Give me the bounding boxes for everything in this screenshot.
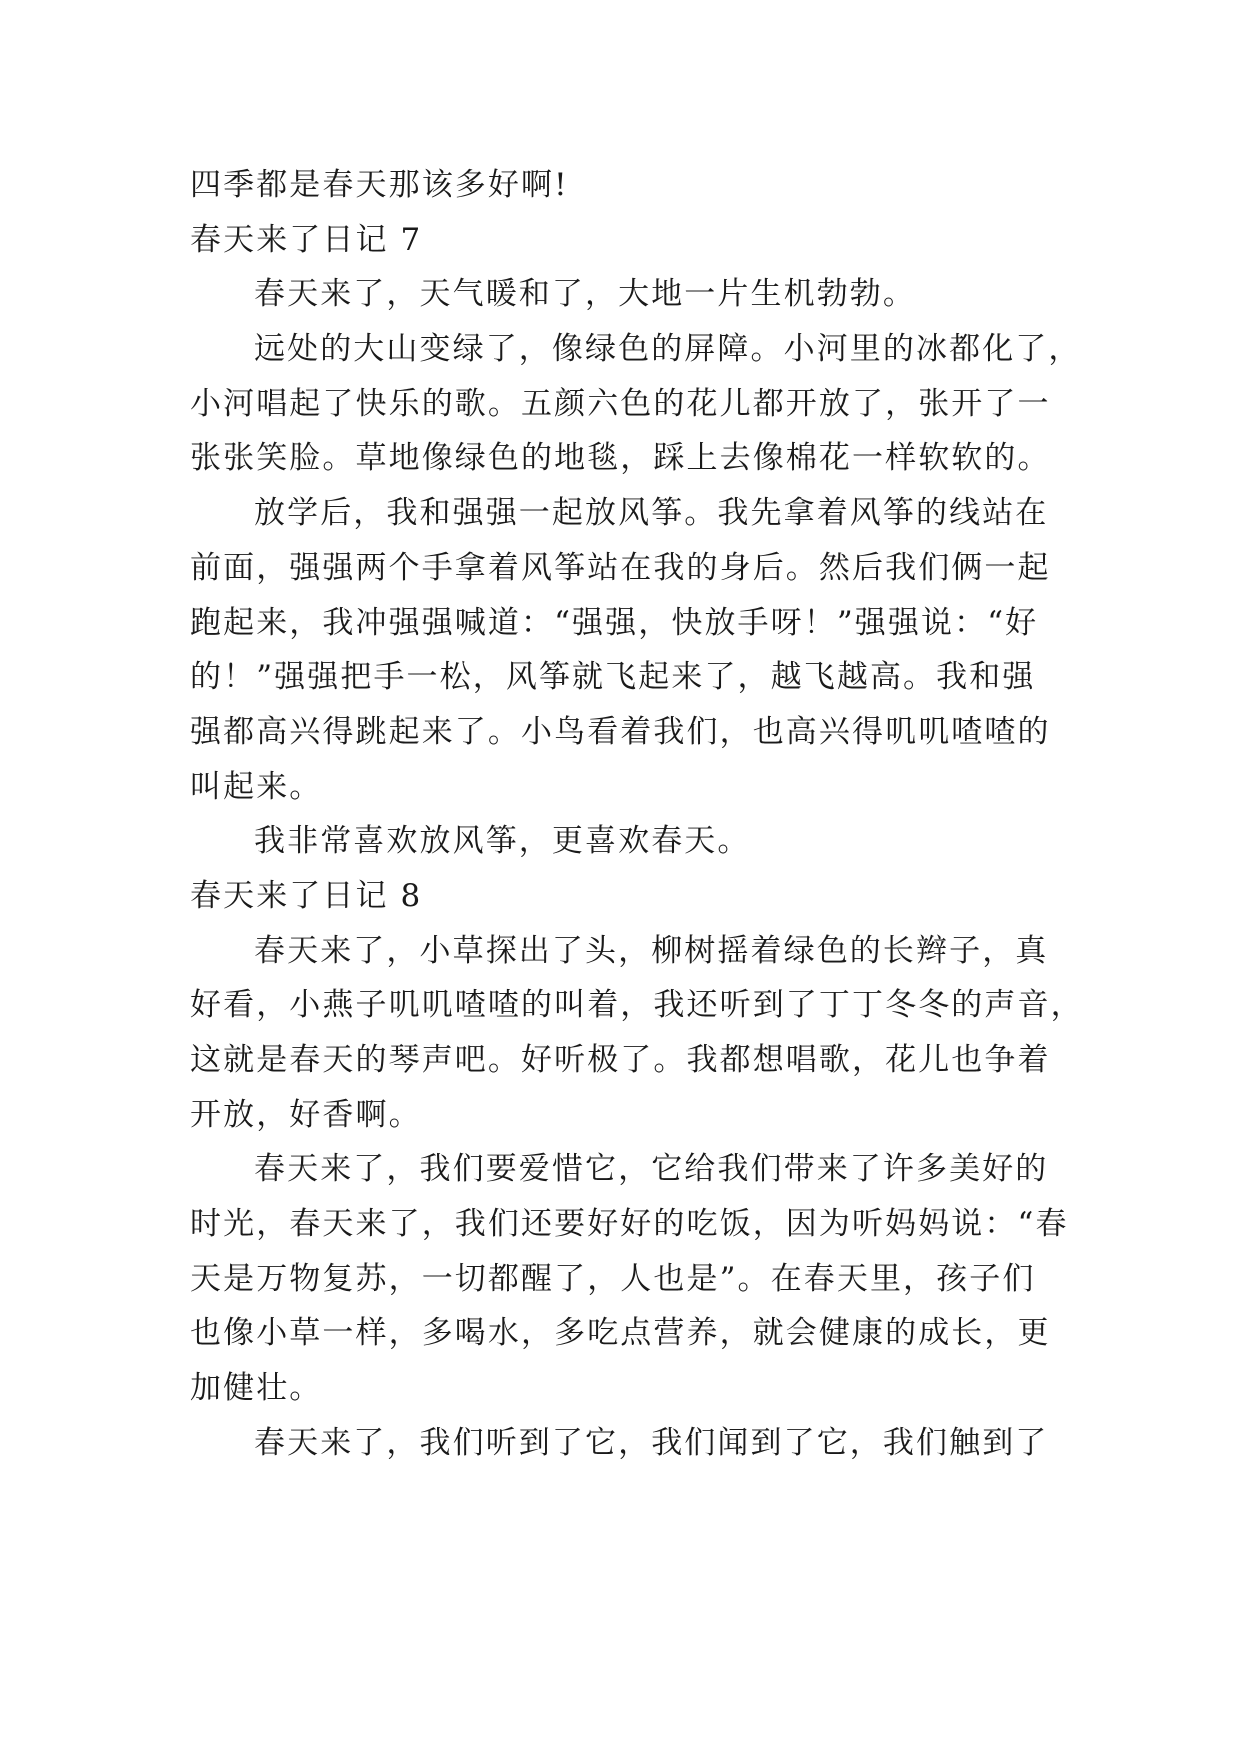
text-line: 四季都是春天那该多好啊! xyxy=(190,167,569,203)
paragraph-line: 天是万物复苏，一切都醒了，人也是”。在春天里，孩子们 xyxy=(190,1260,1036,1297)
paragraph-line: 春天来了，天气暖和了，大地一片生机勃勃。 xyxy=(254,276,916,313)
paragraph-line: 也像小草一样，多喝水，多吃点营养，就会健康的成长，更 xyxy=(190,1315,1051,1352)
paragraph-line: 时光，春天来了，我们还要好好的吃饭，因为听妈妈说：“春 xyxy=(190,1206,1069,1243)
paragraph-line: 春天来了，我们要爱惜它，它给我们带来了许多美好的 xyxy=(254,1151,1049,1188)
paragraph-line: 跑起来，我冲强强喊道：“强强，快放手呀！”强强说：“好 xyxy=(190,604,1039,641)
paragraph-line: 我非常喜欢放风筝，更喜欢春天。 xyxy=(254,823,751,860)
paragraph-line: 强都高兴得跳起来了。小鸟看着我们，也高兴得叽叽喳喳的 xyxy=(190,713,1051,750)
paragraph-line: 开放，好香啊。 xyxy=(190,1096,422,1133)
paragraph-line: 放学后，我和强强一起放风筝。我先拿着风筝的线站在 xyxy=(254,495,1049,532)
paragraph-line: 这就是春天的琴声吧。好听极了。我都想唱歌，花儿也争着 xyxy=(190,1042,1051,1078)
paragraph-line: 好看，小燕子叽叽喳喳的叫着，我还听到了丁丁冬冬的声音， xyxy=(190,987,1084,1024)
paragraph-line: 小河唱起了快乐的歌。五颜六色的花儿都开放了，张开了一 xyxy=(190,385,1051,422)
document-body xyxy=(190,158,1084,1471)
paragraph-line: 张张笑脸。草地像绿色的地毯，踩上去像棉花一样软软的。 xyxy=(190,440,1051,477)
paragraph-line: 叫起来。 xyxy=(190,768,323,805)
section-heading: 春天来了日记 7 xyxy=(190,221,423,258)
paragraph-line: 的！”强强把手一松，风筝就飞起来了，越飞越高。我和强 xyxy=(190,659,1036,696)
section-heading: 春天来了日记 8 xyxy=(190,877,423,914)
paragraph-line: 春天来了，我们听到了它，我们闻到了它，我们触到了 xyxy=(254,1424,1049,1461)
paragraph-line: 前面，强强两个手拿着风筝站在我的身后。然后我们俩一起 xyxy=(190,549,1051,586)
paragraph-line: 春天来了，小草探出了头，柳树摇着绿色的长辫子，真 xyxy=(254,932,1049,969)
paragraph-line: 加健壮。 xyxy=(190,1370,323,1407)
paragraph-line: 远处的大山变绿了，像绿色的屏障。小河里的冰都化了， xyxy=(254,331,1082,368)
